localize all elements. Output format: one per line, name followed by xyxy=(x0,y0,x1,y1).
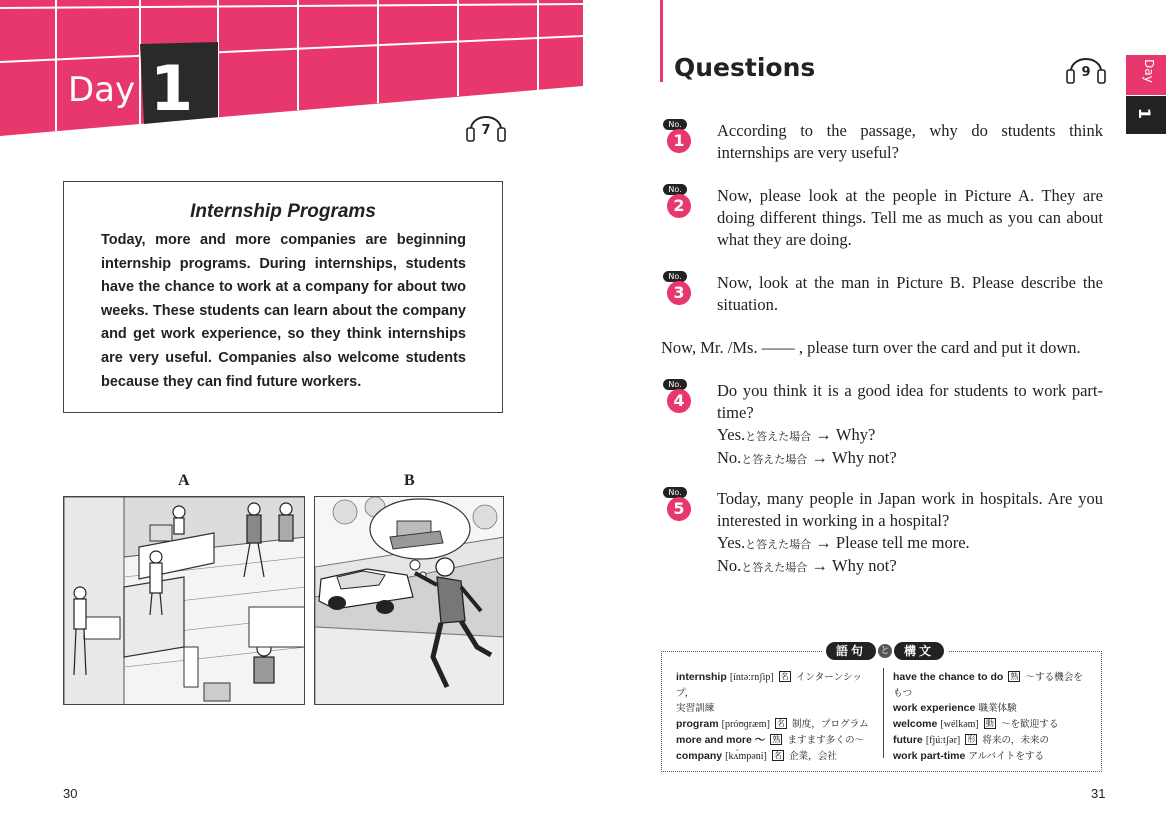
vocab-meaning: アルバイトをする xyxy=(968,750,1045,762)
vocab-word: more and more ～ xyxy=(676,733,766,746)
day-tab[interactable] xyxy=(1126,55,1166,95)
question-number-badge xyxy=(661,119,693,161)
vocab-entry xyxy=(893,717,1098,733)
vocab-pronunciation: [fjúːtʃər] xyxy=(925,734,961,746)
badge-number: 3 xyxy=(667,281,691,305)
question-text: According to the passage, why do students think internships are very useful? xyxy=(717,121,1103,162)
right-page xyxy=(583,0,1166,827)
vocab-entry xyxy=(676,749,876,765)
badge-no-label: No. xyxy=(663,379,687,390)
vocab-part-of-speech: 形 xyxy=(967,734,976,744)
day-tab-number-block[interactable] xyxy=(1126,96,1166,134)
badge-no-label: No. xyxy=(663,487,687,498)
vocab-part-of-speech: 熟 xyxy=(1010,672,1019,681)
passage-body: Today, more and more companies are beginning internship programs. During internships, students have the chance to work at a company for about two weeks. These students can learn about the company and get work experience, so they think internships are very useful. Companies also welcome students because they can find future workers. xyxy=(101,232,466,390)
day-label: Day xyxy=(68,70,136,110)
vocab-entry xyxy=(676,717,876,733)
question-number-badge xyxy=(661,184,693,226)
day-number: 1 xyxy=(150,52,194,125)
badge-number: 4 xyxy=(667,389,691,413)
vocab-word: future xyxy=(893,733,923,746)
vocab-word: have the chance to do xyxy=(893,671,1004,683)
vocab-entry xyxy=(893,749,1098,765)
vocab-part-of-speech: 動 xyxy=(985,719,994,729)
title-accent-bar xyxy=(660,0,663,82)
vocab-meaning: もつ xyxy=(893,687,913,699)
yes-follow-up: Yes.と答えた場合 → Why? xyxy=(717,424,876,444)
vocab-entry xyxy=(893,733,1098,749)
vocab-meaning: 職業体験 xyxy=(978,703,1017,715)
vocab-part-of-speech: 名 xyxy=(776,719,785,729)
no-follow-up: No.と答えた場合 → Why not? xyxy=(717,556,897,576)
vocab-meaning: 制度，プログラム xyxy=(792,719,869,731)
badge-number: 1 xyxy=(667,129,691,153)
question-text: Now, look at the man in Picture B. Please describe the situation. xyxy=(717,273,1103,314)
day-tab-label: Day xyxy=(1141,59,1156,83)
audio-track-7[interactable] xyxy=(466,115,506,143)
vocab-meaning: ますます多くの～ xyxy=(787,734,865,746)
question-number-badge xyxy=(661,379,693,421)
audio-track-number: 7 xyxy=(481,123,491,138)
question-text xyxy=(717,380,1103,471)
vocabulary-header xyxy=(822,642,948,662)
vocab-column-right xyxy=(893,670,1098,764)
picture-b-label: B xyxy=(404,472,415,489)
examiner-instruction: Now, Mr. /Ms. —— , please turn over the card and put it down. xyxy=(661,338,1081,357)
passage-title: Internship Programs xyxy=(190,201,376,222)
audio-track-number: 9 xyxy=(1081,65,1091,80)
vocab-meaning: インターンシップ， xyxy=(676,672,862,699)
vocab-header-connector: と xyxy=(878,644,892,658)
vocab-header-words: 語句 xyxy=(826,642,876,660)
question-main-text: Today, many people in Japan work in hospitals. Are you interested in working in a hospital? xyxy=(717,489,1103,530)
audio-track-9[interactable] xyxy=(1066,57,1106,85)
page-number-right: 31 xyxy=(1091,786,1106,801)
vocab-meaning: ～する機会を xyxy=(1025,672,1083,683)
badge-number: 2 xyxy=(667,194,691,218)
vocab-column-left xyxy=(676,670,876,764)
vocab-word: company xyxy=(676,749,723,762)
vocabulary-box xyxy=(661,644,1102,772)
vocab-word: program xyxy=(676,718,719,731)
page-number-left: 30 xyxy=(63,786,78,801)
vocab-entry xyxy=(676,670,876,701)
no-follow-up: No.と答えた場合 → Why not? xyxy=(717,448,897,468)
badge-no-label: No. xyxy=(663,184,687,195)
vocab-meaning: 実習訓練 xyxy=(676,703,715,715)
badge-number: 5 xyxy=(667,497,691,521)
vocab-pronunciation: [wélkəm] xyxy=(940,719,979,731)
yes-follow-up: Yes.と答えた場合 → Please tell me more. xyxy=(717,532,970,552)
question-text xyxy=(717,488,1103,579)
vocab-entry xyxy=(893,670,1098,686)
vocab-part-of-speech: 熟 xyxy=(772,734,781,744)
picture-a-label: A xyxy=(178,472,190,489)
vocab-entry xyxy=(676,701,876,717)
vocab-header-structures: 構文 xyxy=(894,642,944,660)
passage-card xyxy=(63,181,503,413)
question-main-text: Do you think it is a good idea for students to work part-time? xyxy=(717,381,1103,422)
vocab-meaning: 企業，会社 xyxy=(788,750,837,762)
vocab-word: work experience xyxy=(893,702,976,715)
question-number-badge xyxy=(661,271,693,313)
day-tab-number: 1 xyxy=(1135,107,1155,120)
badge-no-label: No. xyxy=(663,271,687,282)
picture-a-office-illustration xyxy=(63,496,305,705)
badge-no-label: No. xyxy=(663,119,687,130)
vocab-part-of-speech: 名 xyxy=(773,750,782,760)
question-text: Now, please look at the people in Picture A. They are doing different things. Tell me as much as you can about what they are doing. xyxy=(717,186,1103,249)
street-illustration xyxy=(315,497,504,705)
vocab-entry xyxy=(676,733,876,749)
vocab-pronunciation: [íntəːrnʃìp] xyxy=(729,672,774,683)
question-number-badge xyxy=(661,487,693,529)
vocab-word: work part-time xyxy=(893,749,966,762)
vocab-meaning: 将来の，未来の xyxy=(982,734,1050,746)
vocab-pronunciation: [kʌ́mpəni] xyxy=(725,750,767,762)
vocab-word: welcome xyxy=(893,718,938,731)
office-illustration xyxy=(64,497,305,705)
vocab-entry xyxy=(893,701,1098,717)
vocab-entry xyxy=(893,686,1098,702)
picture-b-street-illustration xyxy=(314,496,504,705)
questions-title: Questions xyxy=(674,53,816,82)
vocab-part-of-speech: 名 xyxy=(780,672,789,681)
vocab-divider xyxy=(883,668,884,758)
vocab-pronunciation: [próʊɡræm] xyxy=(721,719,770,731)
vocab-meaning: ～を歓迎する xyxy=(1000,719,1059,731)
vocab-word: internship xyxy=(676,671,727,683)
